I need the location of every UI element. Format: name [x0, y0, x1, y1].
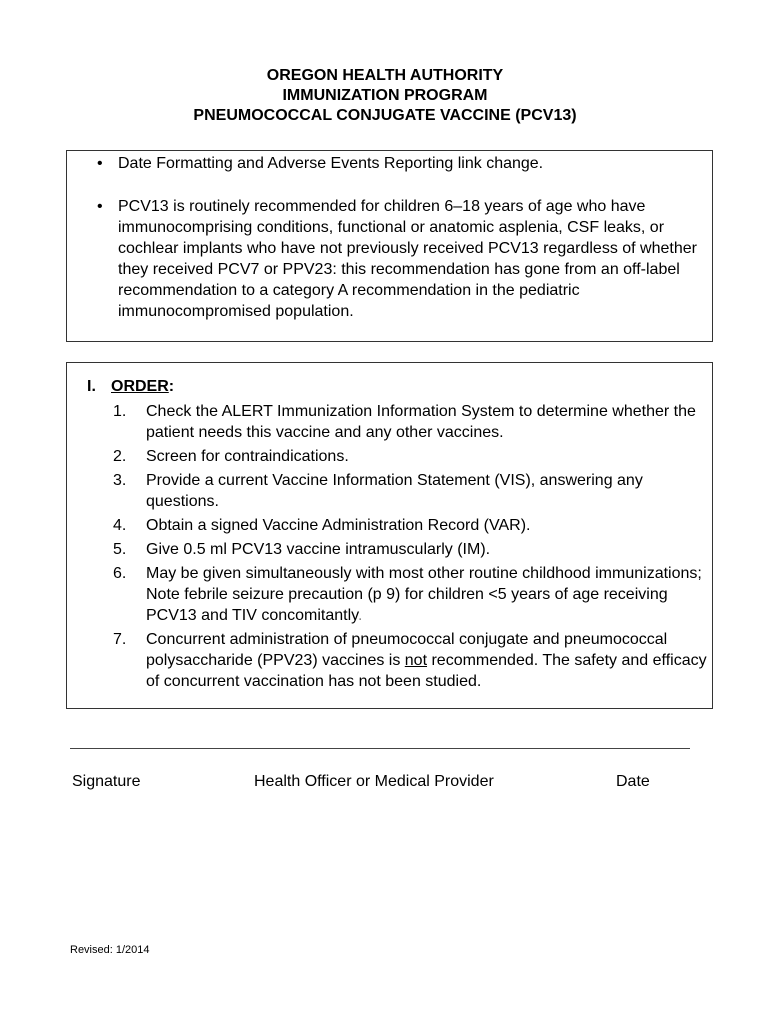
order-heading — [87, 376, 707, 397]
program-title: IMMUNIZATION PROGRAM — [282, 87, 488, 104]
step-number: 3. — [113, 472, 127, 489]
step-number: 1. — [113, 403, 127, 420]
step-text: Provide a current Vaccine Information Statement (VIS), answering any questions. — [146, 472, 643, 510]
step-text: Check the ALERT Immunization Information System to determine whether the patient needs this vaccine and any other vaccines. — [146, 403, 696, 441]
step-trailing-period: . — [357, 607, 363, 624]
order-step — [87, 539, 707, 560]
order-title-colon: : — [168, 378, 175, 395]
order-title: ORDER — [111, 378, 169, 395]
order-step — [87, 401, 707, 443]
section-numeral: I. — [87, 378, 96, 395]
update-item — [97, 196, 728, 322]
bullet-icon: • — [97, 198, 103, 215]
order-step — [87, 446, 707, 467]
update-item — [97, 153, 728, 174]
step-text-continued: recommended. The safety and efficacy of concurrent vaccination has not been studied. — [146, 652, 707, 690]
update-text: Date Formatting and Adverse Events Reporting link change. — [118, 155, 544, 172]
step-text: Obtain a signed Vaccine Administration Record (VAR). — [146, 517, 531, 534]
provider-label: Health Officer or Medical Provider — [254, 773, 494, 790]
bullet-icon: • — [97, 155, 103, 172]
step-number: 5. — [113, 541, 127, 558]
step-text: Give 0.5 ml PCV13 vaccine intramuscularly (IM). — [146, 541, 491, 558]
step-number: 6. — [113, 565, 127, 582]
step-emphasis: not — [404, 652, 428, 669]
order-box — [66, 362, 713, 709]
step-number: 7. — [113, 631, 127, 648]
updates-box — [66, 150, 713, 342]
signature-line — [70, 748, 690, 749]
update-text: PCV13 is routinely recommended for children 6–18 years of age who have immunocomprising conditions, functional or anatomic asplenia, CSF leaks, or cochlear implants who have not previously received PCV13 regardless of whether they received PCV7 or PPV23: this recommendation has gone from an off-label recommendation to a category A recommendation in the pediatric immunocompromised population. — [118, 198, 697, 320]
order-step — [87, 563, 707, 626]
step-number: 2. — [113, 448, 127, 465]
order-steps — [87, 401, 707, 692]
revised-date: Revised: 1/2014 — [70, 944, 150, 956]
step-number: 4. — [113, 517, 127, 534]
date-label: Date — [616, 773, 650, 790]
order-step — [87, 629, 707, 692]
order-section — [87, 376, 707, 695]
signature-label: Signature — [72, 773, 141, 790]
order-step — [87, 515, 707, 536]
vaccine-title: PNEUMOCOCCAL CONJUGATE VACCINE (PCV13) — [193, 107, 577, 124]
step-text: Concurrent administration of pneumococcal conjugate and pneumococcal polysaccharide (PPV23) vaccines is — [146, 631, 668, 669]
step-text: Screen for contraindications. — [146, 448, 349, 465]
document-header — [0, 66, 770, 126]
step-text: May be given simultaneously with most other routine childhood immunizations; Note febrile seizure precaution (p 9) for children <5 years of age receiving PCV13 and TIV concomitantly — [146, 565, 702, 624]
order-step — [87, 470, 707, 512]
agency-title: OREGON HEALTH AUTHORITY — [266, 67, 504, 84]
